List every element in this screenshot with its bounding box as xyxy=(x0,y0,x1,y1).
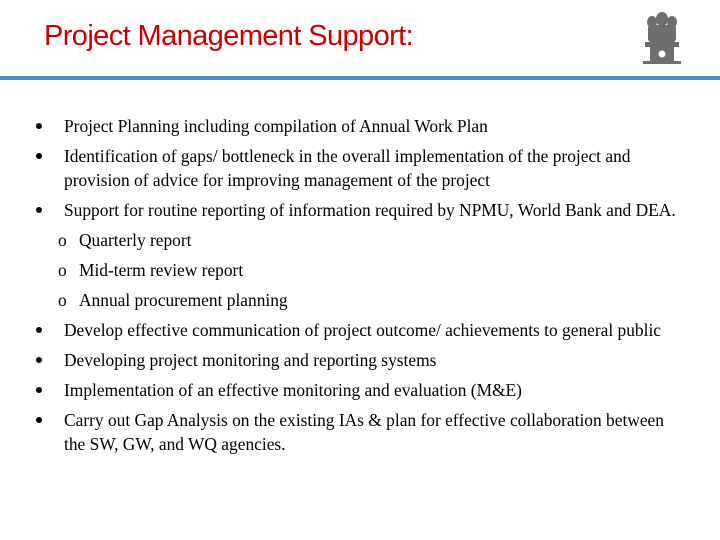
list-item xyxy=(36,408,682,456)
page-title: Project Management Support: xyxy=(44,20,414,52)
list-item xyxy=(36,198,682,222)
bullet-icon xyxy=(36,387,42,393)
list-item xyxy=(36,114,682,138)
header-divider xyxy=(0,76,720,80)
list-item xyxy=(36,318,682,342)
sub-list-item xyxy=(36,228,682,252)
list-item xyxy=(36,378,682,402)
list-item-text: Develop effective communication of project outcome/ achievements to general public xyxy=(64,320,662,340)
sub-list-item xyxy=(36,288,682,312)
sub-list-item-text: Annual procurement planning xyxy=(79,290,288,310)
bullet-icon xyxy=(36,153,42,159)
list-item-text: Carry out Gap Analysis on the existing IAs & plan for effective collaboration between the SW, GW, and WQ agencies. xyxy=(64,410,664,454)
bullet-icon xyxy=(36,123,42,129)
national-emblem-icon xyxy=(638,10,686,74)
sub-list-item xyxy=(36,258,682,282)
circle-bullet-icon: o xyxy=(58,260,67,280)
circle-bullet-icon: o xyxy=(58,230,67,250)
list-item-text: Project Planning including compilation of Annual Work Plan xyxy=(64,116,488,136)
list-item xyxy=(36,348,682,372)
list-item-text: Implementation of an effective monitoring and evaluation (M&E) xyxy=(64,380,522,400)
bullet-icon xyxy=(36,417,42,423)
sub-list-item-text: Mid-term review report xyxy=(79,260,244,280)
list-item-text: Identification of gaps/ bottleneck in the overall implementation of the project and provision of advice for improving management of the project xyxy=(64,146,631,190)
sub-list-item-text: Quarterly report xyxy=(79,230,192,250)
bullet-icon xyxy=(36,327,42,333)
list-item xyxy=(36,144,682,192)
bullet-icon xyxy=(36,207,42,213)
list-item-text: Support for routine reporting of information required by NPMU, World Bank and DEA. xyxy=(64,200,676,220)
bullet-list xyxy=(36,114,682,462)
bullet-icon xyxy=(36,357,42,363)
list-item-text: Developing project monitoring and reporting systems xyxy=(64,350,437,370)
circle-bullet-icon: o xyxy=(58,290,67,310)
